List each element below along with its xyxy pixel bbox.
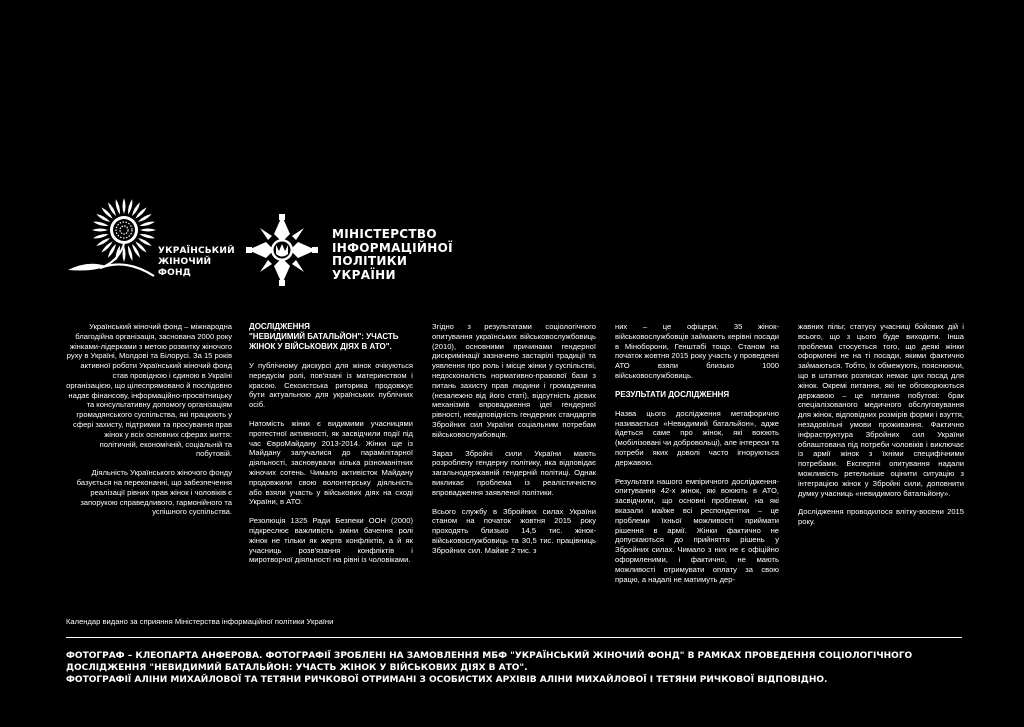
paragraph: Натомість жінки є видимими учасницями протестної активності, як засвідчили події під час ЄвроМайдану 2013-2014. Жінки ще із Майдану залучалися до парамілітарної діяльності, засновували кілька різноманітних жіночих сотень. Чимало активісток Майдану продовжили свою волонтерську діяльність або взяли участь у військових діях на сході України, в АТО. <box>249 418 413 507</box>
column-fund-description <box>66 322 232 526</box>
sunflower-petal <box>123 198 126 214</box>
paragraph: жавних пільг, статусу учасниці бойових дій і всього, що з цього буде виходити. Інша проблема стосується того, що деякі жінки оформлені не на ті посади, якими фактично займаються. Тобто, їх обмежують, пояснюючи, що в штатних розписах немає цих посад для жінок. Окремі питання, які не обговорюються державою – це питання побутові: брак спеціалізованого медичного обслуговування для жінок, відповідних розмірів форми і взуття, незадовільні умови проживання. Фактично інфраструктура Збройних сил України облаштована під потреби чоловіків і виключає із армії жінок з їхніми специфічними потребами. Експертні опитування надали можливість ретельніше оцінити ситуацію з інтеграцією жінок у Збройні сили, доповнити думку учасниць «невидимого батальйону». <box>798 322 964 498</box>
paragraph: Діяльність Українського жіночого фонду базується на переконанні, що забезпечення реалізації рівних прав жінок і чоловіків є запорукою справедливого, гармонійного та успішного суспільства. <box>76 468 232 517</box>
column-survey-results <box>432 322 596 565</box>
publication-credit: Календар видано за сприяння Міністерства інформаційної політики України <box>66 617 334 626</box>
fund-name: УКРАЇНСЬКИЙ ЖІНОЧИЙ ФОНД <box>158 246 235 278</box>
footer-line: ФОТОГРАФІЇ АЛІНИ МИХАЙЛОВОЇ ТА ТЕТЯНИ РИЧКОВОЇ ОТРИМАНІ З ОСОБИСТИХ АРХІВІВ АЛІНИ МИХАЙЛОВОЇ І ТЕТЯНИ РИЧКОВОЇ ВІДПОВІДНО. <box>66 675 828 685</box>
paragraph: Назва цього дослідження метафорично називається «Невидимий батальйон», адже йдеться саме про жінок, які воюють (мобілізовані чи добровольці), але інтереси та потреби яких доволі часто ігноруються державою. <box>615 408 779 467</box>
section-heading <box>249 322 413 352</box>
cossack-cross-emblem-icon <box>246 214 318 286</box>
sunflower-petal <box>140 229 156 232</box>
sunflower-petal <box>93 233 109 240</box>
photo-credits-footer <box>66 650 966 686</box>
paragraph: Всього службу в Збройних силах України станом на початок жовтня 2015 року проходять близько 14,5 тис. жінок-військовослужбовиць та 30,5 тис. працівниць Збройних сил. Майже 2 тис. з <box>432 506 596 555</box>
heading-label: ДОСЛІДЖЕННЯ <box>249 322 310 331</box>
paragraph: Результати нашого емпіричного дослідження-опитування 42-х жінок, які воюють в АТО, засвідчили, що основні проблеми, на які вказали майже всі респондентки – це проблеми їхньої можливості приймати рішення в армії. Жінки фактично не допускаються до прийняття рішень у Збройних силах. Чимало з них не є офіційно оформленими, і фактично, не мають можливості отримувати оплату за свою працю, а надалі не матимуть дер- <box>615 476 779 584</box>
paragraph: Резолюція 1325 Ради Безпеки ООН (2000) підкреслює важливість зміни бачення ролі жінок не тільки як жертв конфліктів, а й як учасниць розв'язання конфліктів і миротворчої діяльності на рівні із чоловіками. <box>249 516 413 565</box>
ministry-logo <box>246 214 516 286</box>
footer-line: ДОСЛІДЖЕННЯ "НЕВИДИМИЙ БАТАЛЬЙОН: УЧАСТЬ ЖІНОК У ВІЙСЬКОВИХ ДІЯХ В АТО". <box>66 663 528 673</box>
paragraph: У публічному дискурсі для жінок очікуються передусім ролі, пов'язані із материнством і красою. Сексистська риторика продовжує бути актуальною для українських публічних осіб. <box>249 361 413 410</box>
column-conclusions <box>798 322 964 536</box>
sunflower-petal <box>139 220 155 227</box>
section-heading: РЕЗУЛЬТАТИ ДОСЛІДЖЕННЯ <box>615 389 730 399</box>
footer-line: ФОТОГРАФ – КЛЕОПАРТА АНФЕРОВА. ФОТОГРАФІЇ ЗРОБЛЕНІ НА ЗАМОВЛЕННЯ МБФ "УКРАЇНСЬКИЙ ЖІНОЧИЙ ФОНД" В РАМКАХ ПРОВЕДЕННЯ СОЦІОЛОГІЧНОГО <box>66 651 913 661</box>
ukrainian-womens-fund-logo <box>66 196 236 288</box>
sunflower-petal <box>127 199 134 215</box>
column-research-intro <box>249 322 413 574</box>
column-research-results <box>615 322 779 593</box>
sunflower-petal <box>114 199 121 215</box>
divider <box>66 637 962 638</box>
paragraph: них – це офіцери, 35 жінок-військовослужбовців займають керівні посади в Міноборони, Генштабі тощо. Станом на початок жовтня 2015 року участь у проведенні АТО взяли близько 1000 військовослужбовиць. <box>615 322 779 380</box>
heading-subtitle: "НЕВИДИМИЙ БАТАЛЬЙОН": УЧАСТЬ ЖІНОК У ВІЙСЬКОВИХ ДІЯХ В АТО". <box>249 332 399 351</box>
paragraph: Згідно з результатами соціологічного опитування українських військовослужбовиць (2010), основними причинами гендерної дискримінації зазначено застарілі традиції та уявлення про роль і місце жінки у суспільстві, недосконалість нормативно-правової бази з питань захисту прав людини і громадянина (незалежно від його статі), відсутність дієвих механізмів впровадження ідеї гендерної рівності, невідповідність гендерних стандартів Збройних сил України соціальним потребам військовослужбовців. <box>432 322 596 439</box>
paragraph: Зараз Збройні сили України мають розроблену гендерну політику, яка відповідає загальнодержавній гендерній політиці. Однак викликає проблема із реалістичністю впровадження заявленої політики. <box>432 448 596 497</box>
paragraph: Дослідження проводилося влітку-восени 2015 року. <box>798 507 964 527</box>
sunflower-petal <box>93 220 109 227</box>
ministry-name: МІНІСТЕРСТВО ІНФОРМАЦІЙНОЇ ПОЛІТИКИ УКРАЇНИ <box>332 227 453 282</box>
paragraph: Український жіночий фонд – міжнародна благодійна організація, заснована 2000 року жінками-лідерками з метою розвитку жіночого руху в Україні, Молдові та Білорусі. За 15 років активної роботи Український жіночий фонд став провідною і єдиною в Україні організацією, що цілеспрямовано й послідовно надає фінансову, інформаційно-просвітницьку та консультативну допомогу організаціям громадянського суспільства, які працюють у сфері захисту, підтримки та просування прав жінок у всіх основних сферах життя: політичній, економічній, соціальній та побутовій. <box>66 322 232 459</box>
sunflower-logo-icon <box>66 196 166 288</box>
sunflower-petal <box>139 233 155 240</box>
sunflower-petal <box>127 245 134 261</box>
sunflower-petal <box>92 229 108 232</box>
